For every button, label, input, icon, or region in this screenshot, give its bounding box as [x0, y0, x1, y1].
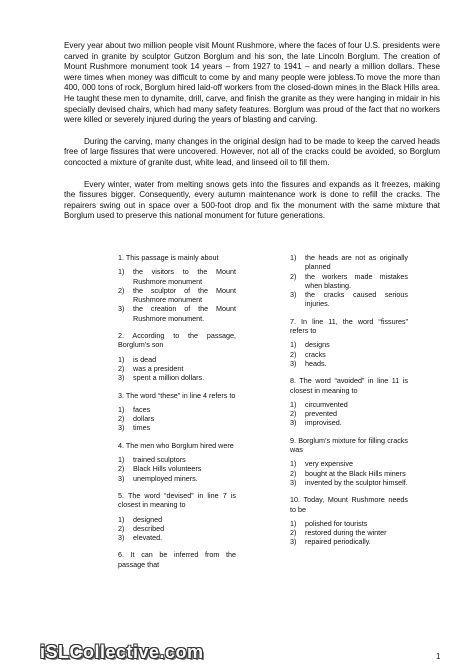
question-stem: 6. It can be inferred from the passage that — [118, 550, 236, 569]
answer-option — [290, 469, 408, 478]
answer-option — [290, 253, 408, 272]
answer-option — [290, 359, 408, 368]
option-text: the workers made mistakes when blasting. — [305, 271, 408, 290]
option-text: the cracks caused serious injuries. — [305, 290, 408, 309]
question-stem: 5. The word “devised” in line 7 is closest in meaning to — [118, 490, 236, 510]
answer-option — [290, 478, 408, 487]
option-number: 1) — [290, 518, 297, 528]
option-text: cracks — [305, 349, 326, 359]
option-number: 2) — [118, 363, 125, 373]
option-number: 3) — [290, 418, 297, 428]
option-text: spent a million dollars. — [133, 373, 205, 383]
question-6-options — [290, 253, 408, 309]
option-text: is dead — [133, 354, 157, 364]
option-text: trained sculptors — [133, 455, 186, 465]
option-number: 1) — [290, 253, 297, 262]
question-stem: 3. The word “these” in line 4 refers to — [118, 390, 236, 400]
option-number: 3) — [290, 290, 297, 300]
answer-option — [118, 286, 236, 305]
option-text: repaired periodically. — [305, 537, 371, 547]
option-text: unemployed miners. — [133, 473, 198, 483]
page-number: 1 — [436, 652, 441, 661]
answer-option — [290, 537, 408, 546]
option-text: heads. — [305, 358, 327, 368]
answer-option — [118, 364, 236, 373]
passage-paragraph-3: Every winter, water from melting snows gets into the fissures and expands as it freezes, making the fissures bigger. Consequently, every autumn maintenance work is done to refill the cracks. The repairers swing out in space over a 500-foot drop and fix the monument with the same mixture that Borglum used to preserve this national monument for future generations. — [64, 179, 440, 221]
option-text: polished for tourists — [305, 518, 368, 528]
option-number: 2) — [290, 409, 297, 419]
option-number: 2) — [290, 468, 297, 478]
option-number: 1) — [118, 267, 125, 277]
answer-option — [290, 290, 408, 309]
option-text: the creation of the Mount Rushmore monument. — [133, 304, 236, 323]
answer-option — [290, 400, 408, 409]
question — [290, 376, 408, 427]
answer-option — [290, 350, 408, 359]
option-text: the heads are not as originally planned — [305, 253, 408, 272]
option-number: 3) — [118, 423, 125, 433]
answer-option — [290, 519, 408, 528]
option-number: 2) — [118, 464, 125, 474]
option-text: circumvented — [305, 399, 348, 409]
option-text: very expensive — [305, 459, 353, 469]
answer-option — [290, 528, 408, 537]
reading-passage — [64, 41, 440, 233]
answer-option — [118, 524, 236, 533]
questions-right-column — [290, 253, 408, 555]
question — [290, 436, 408, 487]
option-number: 1) — [290, 459, 297, 469]
question-stem: 4. The men who Borglum hired were — [118, 440, 234, 450]
option-number: 3) — [118, 373, 125, 383]
option-text: restored during the winter — [305, 528, 387, 538]
option-number: 2) — [290, 349, 297, 359]
answer-option — [118, 304, 236, 323]
answer-option — [290, 409, 408, 418]
option-number: 3) — [290, 537, 297, 547]
option-text: the visitors to the Mount Rushmore monument — [133, 267, 236, 286]
answer-option — [118, 405, 236, 414]
option-number: 3) — [118, 473, 125, 483]
option-text: the sculptor of the Mount Rushmore monument — [133, 285, 236, 305]
option-number: 3) — [290, 358, 297, 368]
option-text: prevented — [305, 409, 337, 419]
option-text: designs — [305, 340, 330, 350]
answer-option — [118, 267, 236, 286]
passage-paragraph-2: During the carving, many changes in the original design had to be made to keep the carved heads free of large fissures that were uncovered. However, not all of the cracks could be avoided, so Borglum concocted a mixture of granite dust, white lead, and linseed oil to fill them. — [64, 136, 440, 167]
answer-option — [118, 474, 236, 483]
question — [118, 253, 236, 323]
question-stem: 10. Today, Mount Rushmore needs to be — [290, 495, 408, 514]
question — [118, 491, 236, 542]
question — [118, 550, 236, 569]
question — [118, 331, 236, 382]
question-stem: 9. Borglum’s mixture for filling cracks was — [290, 435, 408, 455]
option-text: described — [133, 523, 165, 533]
option-text: improvised. — [305, 418, 342, 428]
option-number: 1) — [118, 455, 125, 465]
option-number: 3) — [118, 304, 125, 314]
option-number: 3) — [118, 533, 125, 543]
answer-option — [290, 459, 408, 468]
option-number: 2) — [118, 414, 125, 424]
answer-option — [290, 272, 408, 291]
answer-option — [118, 455, 236, 464]
option-number: 2) — [118, 285, 125, 295]
questions-left-column — [118, 253, 236, 577]
option-text: designed — [133, 514, 163, 524]
option-text: bought at the Black Hills miners — [305, 468, 406, 478]
answer-option — [118, 373, 236, 382]
option-number: 1) — [290, 340, 297, 350]
question — [118, 441, 236, 483]
question-stem: 1. This passage is mainly about — [118, 253, 219, 262]
answer-option — [118, 533, 236, 542]
option-number: 1) — [118, 514, 125, 524]
answer-option — [118, 355, 236, 364]
option-number: 1) — [290, 399, 297, 409]
option-number: 2) — [118, 523, 125, 533]
option-text: dollars — [133, 414, 155, 424]
option-number: 1) — [118, 354, 125, 364]
option-text: Black Hills volunteers — [133, 464, 202, 474]
question — [290, 495, 408, 546]
passage-paragraph-1: Every year about two million people visit Mount Rushmore, where the faces of four U.S. presidents were carved in granite by sculptor Gutzon Borglum and his son, the late Lincoln Borglum. The creation of Mount Rushmore monument took 14 years – from 1927 to 1941 – and nearly a million dollars. These were times when money was difficult to come by and many people were jobless.To move the more than 400, 000 tons of rock, Borglum hired laid-off workers from the closed-down mines in the Black Hills area. He taught these men to dynamite, drill, carve, and finish the granite as they were hanging in midair in his specially devised chairs, which had many safety features. Borglum was proud of the fact that no workers were killed or severely injured during the years of blasting and carving. — [64, 41, 440, 125]
option-text: times — [133, 423, 151, 433]
answer-option — [290, 418, 408, 427]
question-stem: 2. According to the passage, Borglum’s son — [118, 331, 236, 350]
option-text: was a president — [133, 363, 184, 373]
option-text: elevated. — [133, 533, 163, 543]
question-stem: 8. The word “avoided” in line 11 is closest in meaning to — [290, 376, 408, 395]
answer-option — [118, 515, 236, 524]
question — [118, 391, 236, 433]
option-number: 1) — [118, 404, 125, 414]
option-number: 3) — [290, 477, 297, 487]
option-number: 2) — [290, 271, 297, 281]
answer-option — [118, 464, 236, 473]
answer-option — [118, 423, 236, 432]
answer-option — [118, 414, 236, 423]
question-stem: 7. In line 11, the word “fissures” refers to — [290, 316, 408, 336]
question — [290, 317, 408, 368]
option-number: 2) — [290, 528, 297, 538]
answer-option — [290, 340, 408, 349]
option-text: invented by the sculptor himself. — [305, 477, 408, 487]
option-text: faces — [133, 404, 151, 414]
site-logo: iSLCollective.com — [40, 642, 204, 662]
